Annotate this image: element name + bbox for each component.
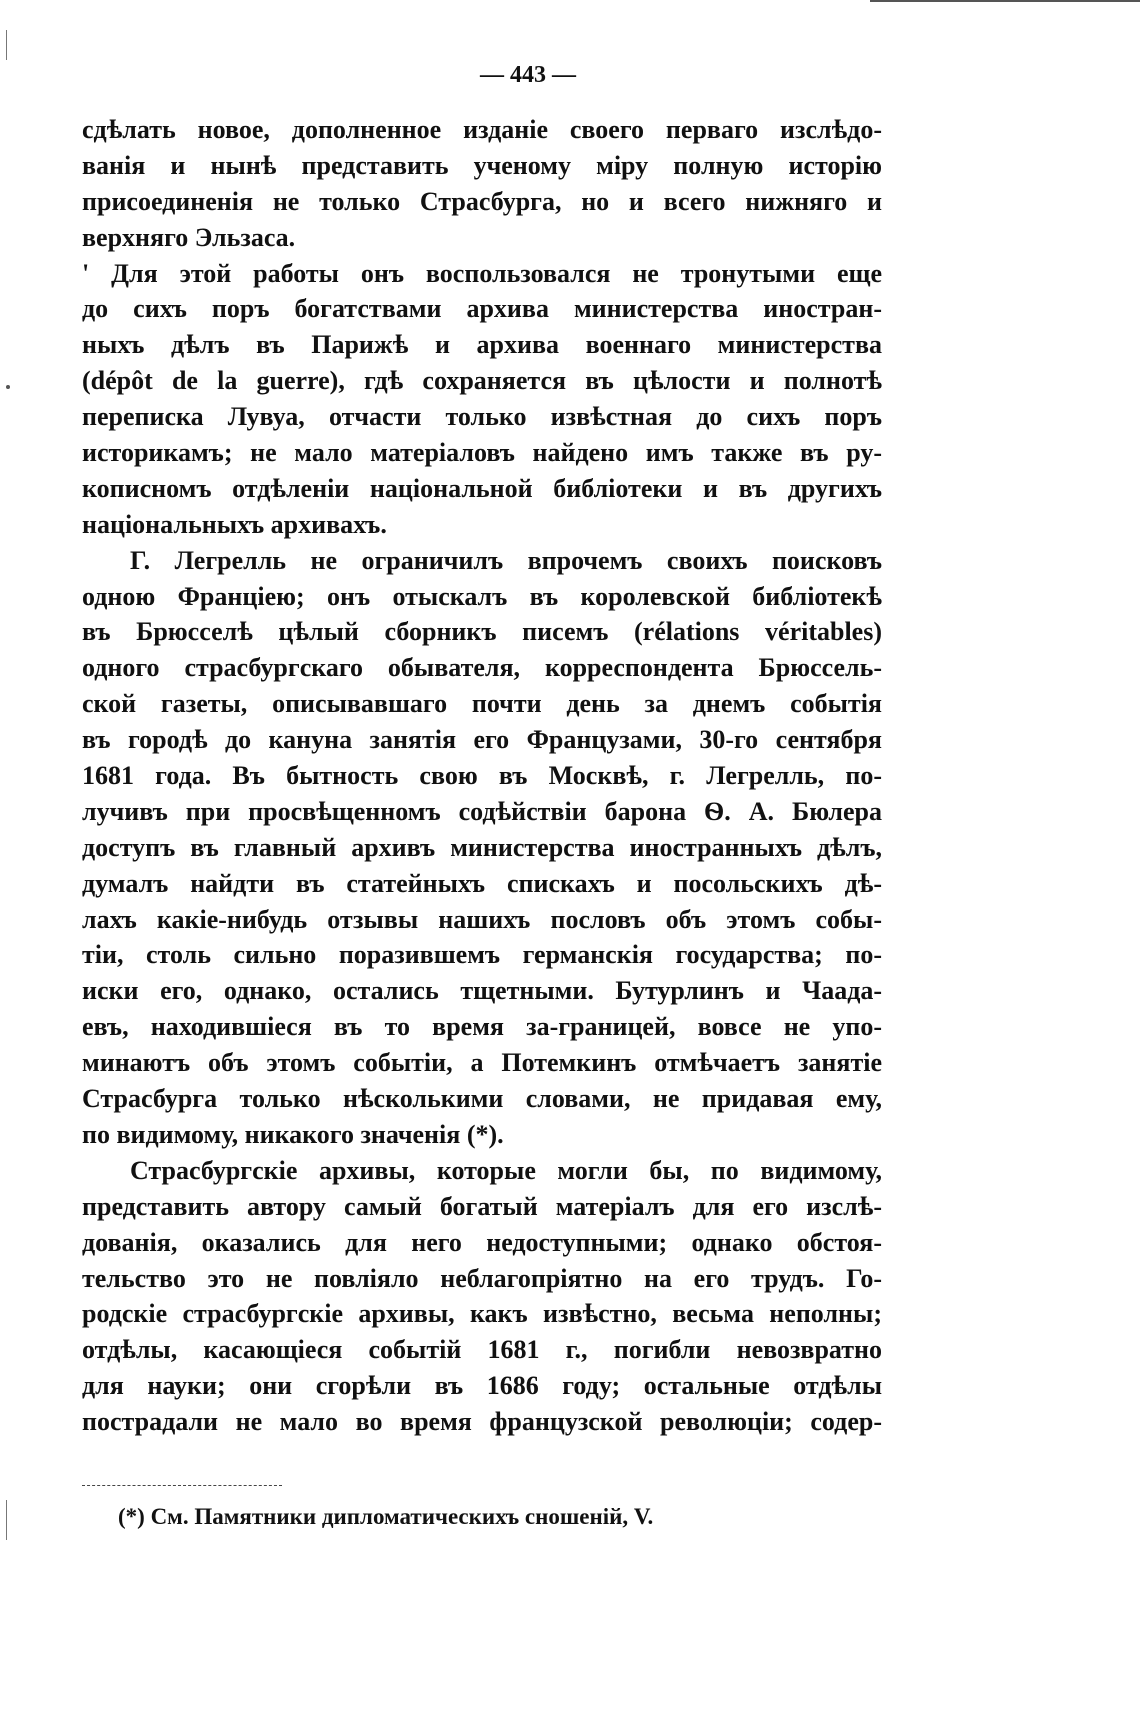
text-line: евъ, находившіеся въ то время за-границей, вовсе не упо- — [82, 1012, 882, 1042]
text-line: 1681 года. Въ бытность свою въ Москвѣ, г. Легрелль, по- — [82, 761, 882, 791]
text-line: родскіе страсбургскіе архивы, какъ извѣстно, весьма неполны; — [82, 1299, 882, 1329]
text-line: лучивъ при просвѣщенномъ содѣйствіи барона Ѳ. А. Бюлера — [82, 796, 882, 826]
text-line: тельство это не повліяло неблагопріятно на его трудъ. Го- — [82, 1263, 882, 1293]
text-line: отдѣлы, касающіеся событій 1681 г., погибли невозвратно — [82, 1335, 882, 1365]
text-line: ской газеты, описывавшаго почти день за днемъ событія — [82, 689, 882, 719]
margin-mark — [6, 30, 7, 60]
text-line: Г. Легрелль не ограничилъ впрочемъ своихъ поисковъ — [130, 545, 882, 575]
footnote-divider — [82, 1485, 282, 1487]
body-text — [82, 112, 882, 1440]
text-line: ныхъ дѣлъ въ Парижѣ и архива военнаго министерства — [82, 330, 882, 360]
text-line: пострадали не мало во время французской революціи; содер- — [82, 1407, 882, 1437]
text-line: національныхъ архивахъ. — [82, 509, 387, 539]
text-line: историкамъ; не мало матеріаловъ найдено имъ также въ ру- — [82, 438, 882, 468]
text-line: въ Брюсселѣ цѣлый сборникъ писемъ (rélations véritables) — [82, 617, 882, 647]
text-line: тіи, столь сильно поразившемъ германскія государства; по- — [82, 940, 882, 970]
text-line: до сихъ поръ богатствами архива министерства иностран- — [82, 294, 882, 324]
text-line: переписка Лувуа, отчасти только извѣстная до сихъ поръ — [82, 402, 882, 432]
text-line: доступъ въ главный архивъ министерства иностранныхъ дѣлъ, — [82, 832, 882, 862]
text-line: (dépôt de la guerre), гдѣ сохраняется въ цѣлости и полнотѣ — [82, 366, 882, 396]
text-line: по видимому, никакого значенія (*). — [82, 1119, 504, 1149]
text-line: кописномъ отдѣленіи національной библіотеки и въ другихъ — [82, 473, 882, 503]
text-line: дованія, оказались для него недоступными; однако обстоя- — [82, 1227, 882, 1257]
text-line: Страсбурга только нѣсколькими словами, не придавая ему, — [82, 1084, 882, 1114]
text-line: ' Для этой работы онъ воспользовался не тронутыми еще — [82, 258, 882, 288]
margin-dot — [6, 385, 10, 389]
text-line: сдѣлать новое, дополненное изданіе своего перваго изслѣдо- — [82, 115, 882, 144]
text-line: для науки; они сгорѣли въ 1686 году; остальные отдѣлы — [82, 1371, 882, 1401]
text-line: одною Франціею; онъ отыскалъ въ королевской библіотекѣ — [82, 581, 882, 611]
text-line: лахъ какіе-нибудь отзывы нашихъ пословъ объ этомъ собы- — [82, 904, 882, 934]
text-line: присоединенія не только Страсбурга, но и всего нижняго и — [82, 186, 882, 216]
text-line: думалъ найдти въ статейныхъ спискахъ и посольскихъ дѣ- — [82, 868, 882, 898]
text-line: въ городѣ до кануна занятія его Французами, 30-го сентября — [82, 725, 882, 755]
top-edge-rule — [870, 0, 1140, 2]
text-line: Страсбургскіе архивы, которые могли бы, по видимому, — [130, 1155, 882, 1185]
text-line: представить автору самый богатый матеріалъ для его изслѣ- — [82, 1191, 882, 1221]
text-line: верхняго Эльзаса. — [82, 222, 296, 252]
text-line: иски его, однако, остались тщетными. Бутурлинъ и Чаада- — [82, 976, 882, 1006]
text-line: минаютъ объ этомъ событіи, а Потемкинъ отмѣчаетъ занятіе — [82, 1048, 882, 1078]
text-line: ванія и нынѣ представить ученому міру полную исторію — [82, 150, 882, 180]
footnote: (*) См. Памятники дипломатическихъ сношеній, V. — [118, 1504, 654, 1529]
text-line: одного страсбургскаго обывателя, корреспондента Брюссель- — [82, 653, 882, 683]
page-number: — 443 — — [480, 62, 576, 88]
margin-mark — [6, 1500, 7, 1540]
